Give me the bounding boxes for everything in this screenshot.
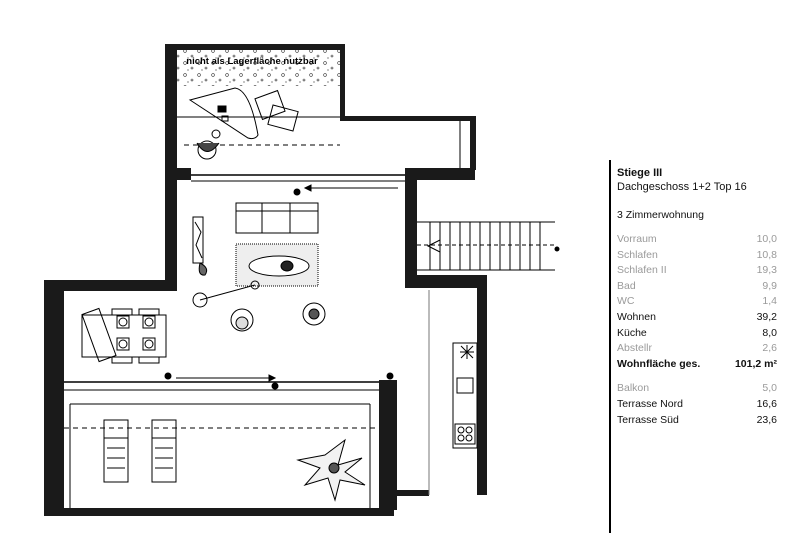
room-label: Bad [617, 279, 636, 292]
room-label: Vorraum [617, 233, 657, 245]
room-row [617, 263, 777, 279]
room-row [617, 232, 777, 248]
total-label: Wohnfläche ges. [617, 357, 701, 370]
room-row [617, 341, 777, 357]
dining-table [82, 308, 166, 363]
terrace-north-furniture [190, 88, 298, 159]
staircase [417, 222, 559, 270]
living-furniture [193, 203, 325, 331]
kitchen-counter [453, 343, 477, 448]
room-area: 1,4 [762, 295, 777, 308]
room-row [617, 248, 777, 264]
room-row [617, 326, 777, 342]
room-area: 9,9 [762, 279, 777, 292]
total-row [617, 357, 777, 373]
outdoor-area: 23,6 [756, 413, 777, 426]
rails [64, 117, 460, 508]
outdoor-label: Terrasse Süd [617, 413, 679, 426]
room-label: Küche [617, 326, 647, 339]
room-area: 2,6 [762, 342, 777, 355]
room-label: Abstellr [617, 342, 653, 355]
outdoor-area: 5,0 [762, 382, 777, 395]
terrace-south-furniture [104, 420, 365, 500]
room-label: Wohnen [617, 310, 656, 323]
room-row [617, 294, 777, 310]
apartment-type: 3 Zimmerwohnung [617, 209, 704, 221]
sliding-doors [165, 185, 398, 389]
gravel-note: nicht als Lagerfläche nutzbar [186, 56, 318, 67]
legend-divider [609, 160, 611, 533]
room-label: Schlafen II [617, 264, 667, 277]
legend-title: Stiege III [617, 167, 663, 179]
room-area: 39,2 [756, 310, 777, 323]
outdoor-area: 16,6 [756, 397, 777, 410]
area-legend [617, 166, 777, 428]
total-area: 101,2 m² [734, 357, 777, 370]
room-row [617, 279, 777, 295]
outdoor-row [617, 397, 777, 413]
room-row [617, 310, 777, 326]
room-label: Schlafen [617, 248, 658, 261]
room-label: WC [617, 295, 635, 308]
outdoor-label: Balkon [617, 382, 650, 395]
legend-subtitle: Dachgeschoss 1+2 Top 16 [617, 181, 747, 193]
outdoor-row [617, 381, 777, 397]
room-area: 10,0 [756, 233, 777, 245]
outdoor-label: Terrasse Nord [617, 397, 683, 410]
outdoor-row [617, 413, 777, 429]
room-area: 19,3 [756, 264, 777, 277]
room-area: 10,8 [756, 248, 777, 261]
room-area: 8,0 [762, 326, 777, 339]
